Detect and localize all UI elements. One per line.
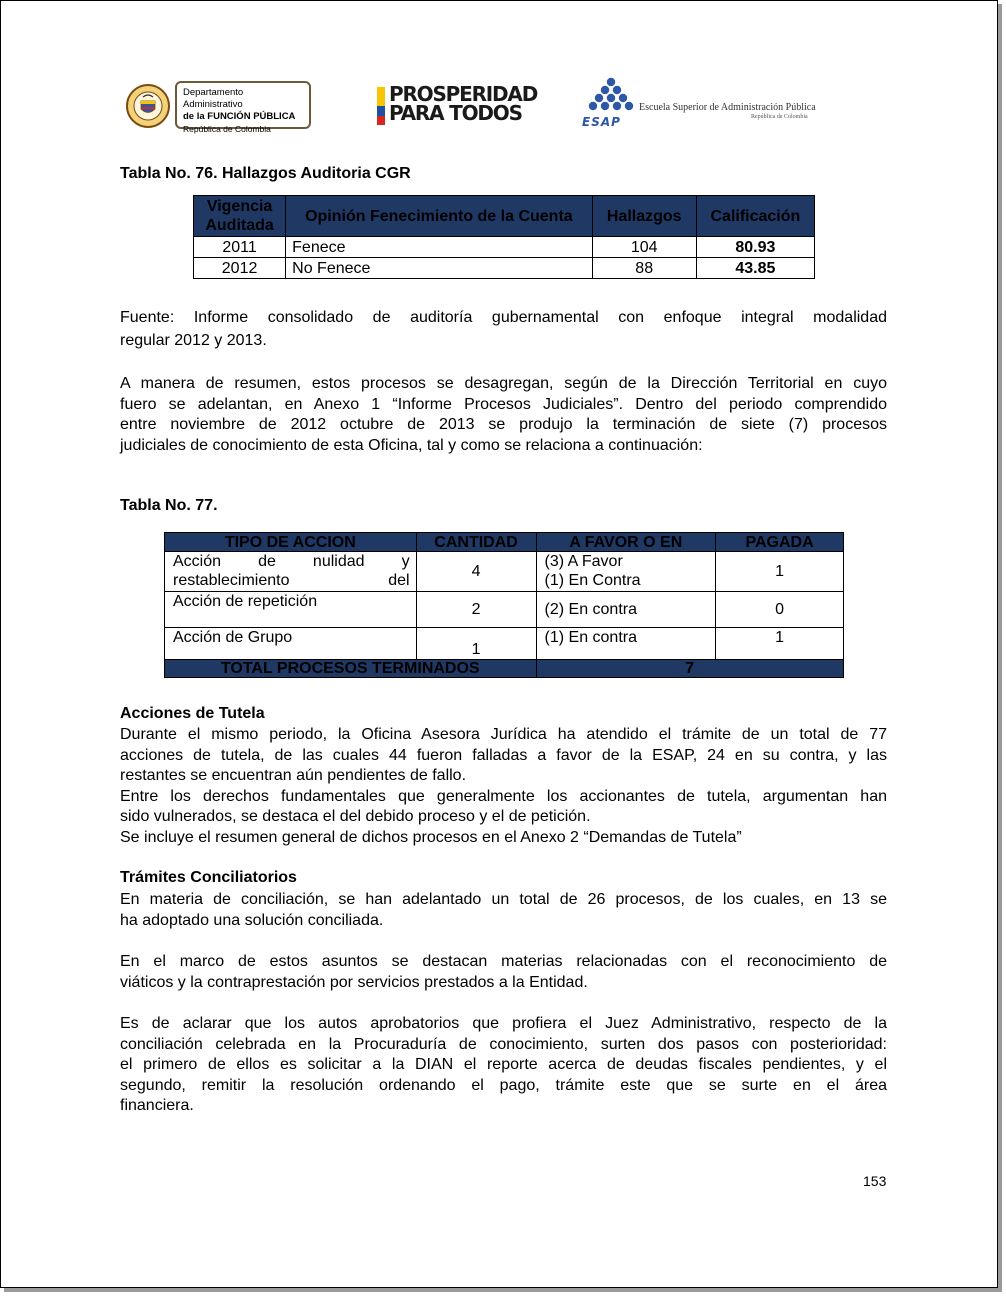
table76-header-hallazgos: Hallazgos [592, 196, 696, 237]
text-line: restantes se encuentran aún pendientes de fallo. [120, 767, 467, 784]
table77-header-cantidad: CANTIDAD [416, 533, 536, 552]
table77-total-value: 7 [536, 660, 843, 678]
resumen-paragraph [120, 374, 887, 456]
text-line: conciliación celebrada en la Procuraduría de conocimiento, surten dos pasos con posterioridad: [120, 1035, 887, 1053]
table76-cell: 88 [592, 258, 696, 279]
table-row [194, 258, 815, 279]
table76 [193, 195, 815, 279]
table77-header-favor: A FAVOR O EN [536, 533, 716, 552]
prosperidad-line1: PROSPERIDAD [389, 82, 538, 106]
table76-cell: 80.93 [696, 237, 814, 258]
table77-header-tipo: TIPO DE ACCION [165, 533, 417, 552]
prosperidad-line2: PARA TODOS [389, 101, 522, 125]
table76-cell: 43.85 [696, 258, 814, 279]
text-line: (3) A Favor [544, 553, 623, 570]
table-row [165, 628, 844, 660]
table77-cell-cantidad: 2 [416, 592, 536, 628]
text-line: viáticos y la contraprestación por servicios prestados a la Entidad. [120, 973, 588, 991]
text-line: Acción de nulidad y [173, 553, 410, 570]
table76-header-row [194, 196, 815, 237]
table77-title: Tabla No. 77. [120, 497, 218, 514]
table76-title: Tabla No. 76. Hallazgos Auditoria CGR [120, 165, 411, 182]
table77-cell-tipo: Acción de Grupo [165, 628, 417, 660]
table76-header-opinion: Opinión Fenecimiento de la Cuenta [286, 196, 592, 237]
conciliatorios-heading: Trámites Conciliatorios [120, 869, 297, 886]
table76-header-vigencia: Vigencia Auditada [194, 196, 286, 237]
table77-total-row [165, 660, 844, 678]
table76-cell: No Fenece [286, 258, 592, 279]
text-line: Durante el mismo periodo, la Oficina Asesora Jurídica ha atendido el trámite de un total de 77 [120, 726, 887, 743]
esap-name: Escuela Superior de Administración Pública [639, 102, 816, 113]
table76-header-calificacion: Calificación [696, 196, 814, 237]
text-line: A manera de resumen, estos procesos se desagregan, según de la Dirección Territorial en cuyo [120, 375, 887, 392]
table76-cell: 104 [592, 237, 696, 258]
conciliatorios-p1 [120, 890, 887, 931]
text-line: En el marco de estos asuntos se destacan materias relacionadas con el reconocimiento de [120, 953, 887, 970]
text-line: En materia de conciliación, se han adelantado un total de 26 procesos, de los cuales, en 13 se [120, 891, 887, 908]
table77 [164, 532, 844, 678]
page-number: 153 [863, 1173, 887, 1189]
fuente-paragraph [120, 306, 887, 352]
esap-sub: República de Colombia [751, 114, 808, 120]
table77-cell-pagada: 1 [716, 628, 844, 660]
table77-header-pagada: PAGADA [716, 533, 844, 552]
conciliatorios-p2 [120, 952, 887, 993]
text-line: restablecimiento del [173, 572, 410, 589]
esap-dots-icon [583, 77, 639, 117]
dafp-logo [125, 81, 315, 133]
text-line: ha adoptado una solución conciliada. [120, 911, 384, 929]
tutela-paragraph [120, 725, 887, 848]
table77-cell-cantidad: 4 [416, 552, 536, 592]
esap-logo [579, 77, 819, 133]
text-line: segundo, remitir la resolución ordenando el pago, trámite este que se surte en el área [120, 1076, 887, 1094]
colombia-seal-icon [125, 83, 171, 129]
dafp-text-box [175, 81, 311, 134]
esap-word: ESAP [582, 115, 621, 129]
table77-cell-favor: (2) En contra [536, 592, 716, 628]
dafp-line3: República de Colombia [183, 124, 271, 134]
text-line: judiciales de conocimiento de esta Oficina, tal y como se relaciona a continuación: [120, 436, 703, 454]
text-line: el primero de ellos es solicitar a la DIAN el reporte acerca de deudas fiscales pendientes, y el [120, 1056, 887, 1073]
table-row [165, 592, 844, 628]
table77-cell-pagada: 0 [716, 592, 844, 628]
text-line: fuero se adelantan, en Anexo 1 “Informe Procesos Judiciales”. Dentro del periodo comprendido [120, 395, 887, 413]
text-line: regular 2012 y 2013. [120, 332, 267, 349]
text-line: (1) En Contra [544, 572, 641, 589]
table76-cell: 2011 [194, 237, 286, 258]
dafp-line2: de la FUNCIÓN PÚBLICA [183, 111, 296, 122]
table77-cell-tipo: Acción de repetición [165, 592, 417, 628]
dafp-line1: Departamento Administrativo [183, 87, 244, 110]
table77-header-row [165, 533, 844, 552]
table77-cell-cantidad: 1 [416, 628, 536, 660]
text-line: Es de aclarar que los autos aprobatorios que profiera el Juez Administrativo, respecto de la [120, 1015, 887, 1032]
table77-cell-pagada: 1 [716, 552, 844, 592]
table-row [194, 237, 815, 258]
table77-total-label: TOTAL PROCESOS TERMINADOS [165, 660, 537, 678]
text-line: financiera. [120, 1097, 194, 1114]
tutela-heading: Acciones de Tutela [120, 705, 265, 722]
text-line: Entre los derechos fundamentales que generalmente los accionantes de tutela, argumentan han [120, 787, 887, 805]
text-line: sido vulnerados, se destaca el del debido proceso y el de petición. [120, 808, 591, 825]
prosperidad-text [389, 82, 538, 125]
table77-cell-favor: (1) En contra [536, 628, 716, 660]
table76-cell: Fenece [286, 237, 592, 258]
prosperidad-logo [377, 82, 538, 127]
conciliatorios-p3 [120, 1014, 887, 1117]
table-row [165, 552, 844, 592]
text-line: Fuente: Informe consolidado de auditoría gubernamental con enfoque integral modalidad [120, 309, 887, 326]
table77-cell-favor [536, 552, 716, 592]
text-line: Se incluye el resumen general de dichos procesos en el Anexo 2 “Demandas de Tutela” [120, 828, 742, 846]
text-line: entre noviembre de 2012 octubre de 2013 se produjo la terminación de siete (7) procesos [120, 416, 887, 433]
table76-cell: 2012 [194, 258, 286, 279]
text-line: acciones de tutela, de las cuales 44 fueron falladas a favor de la ESAP, 24 en su contra, y las [120, 746, 887, 764]
flag-bar-icon [377, 87, 385, 125]
table77-cell-tipo [165, 552, 417, 592]
